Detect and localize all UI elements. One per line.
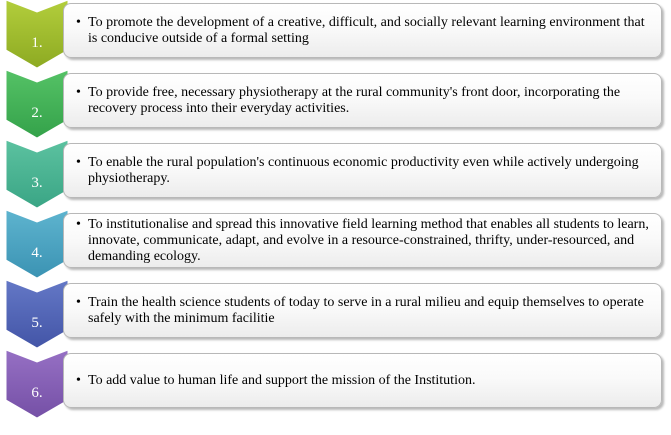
objective-box: [63, 3, 662, 58]
bullet: •: [76, 372, 81, 388]
objective-row-1: [0, 0, 671, 68]
chevron-arrow-icon: [6, 210, 68, 278]
bullet: •: [76, 14, 81, 30]
objective-box: [63, 283, 662, 338]
chevron-arrow-icon: [6, 70, 68, 138]
objective-number: 1.: [31, 35, 43, 51]
chevron-6: [6, 350, 68, 418]
objective-number: 3.: [31, 175, 43, 191]
objective-text: To add value to human life and support the mission of the Institution.: [88, 372, 476, 388]
bullet: •: [76, 216, 81, 232]
objective-number: 4.: [31, 245, 43, 261]
objective-box: [63, 73, 662, 128]
objective-text: To enable the rural population's continuous economic productivity even while actively undergoing physiotherapy.: [88, 154, 639, 186]
objective-text: To provide free, necessary physiotherapy at the rural community's front door, incorporating the recovery process into their everyday activities.: [88, 84, 621, 116]
objective-row-2: [0, 70, 671, 138]
objective-box: [63, 213, 662, 268]
objective-row-6: [0, 350, 671, 418]
bullet: •: [76, 84, 81, 100]
chevron-5: [6, 280, 68, 348]
objective-row-4: [0, 210, 671, 278]
chevron-1: [6, 0, 68, 68]
objective-text: Train the health science students of today to serve in a rural milieu and equip themselves to operate safely with the minimum facilitie: [88, 294, 644, 326]
objective-box: [63, 353, 662, 408]
chevron-arrow-icon: [6, 350, 68, 418]
objective-number: 6.: [31, 385, 43, 401]
chevron-4: [6, 210, 68, 278]
objective-number: 2.: [31, 105, 43, 121]
objective-text: To institutionalise and spread this innovative field learning method that enables all students to learn, innovate, communicate, adapt, and evolve in a resource-constrained, thrifty, under-resourced, and demanding ecology.: [88, 216, 649, 264]
chevron-3: [6, 140, 68, 208]
chevron-arrow-icon: [6, 0, 68, 68]
objective-number: 5.: [31, 315, 43, 331]
bullet: •: [76, 154, 81, 170]
objective-row-3: [0, 140, 671, 208]
objective-row-5: [0, 280, 671, 348]
objective-text: To promote the development of a creative, difficult, and socially relevant learning environment that is conducive outside of a formal setting: [88, 14, 645, 46]
bullet: •: [76, 294, 81, 310]
objective-box: [63, 143, 662, 198]
chevron-arrow-icon: [6, 140, 68, 208]
chevron-2: [6, 70, 68, 138]
chevron-arrow-icon: [6, 280, 68, 348]
